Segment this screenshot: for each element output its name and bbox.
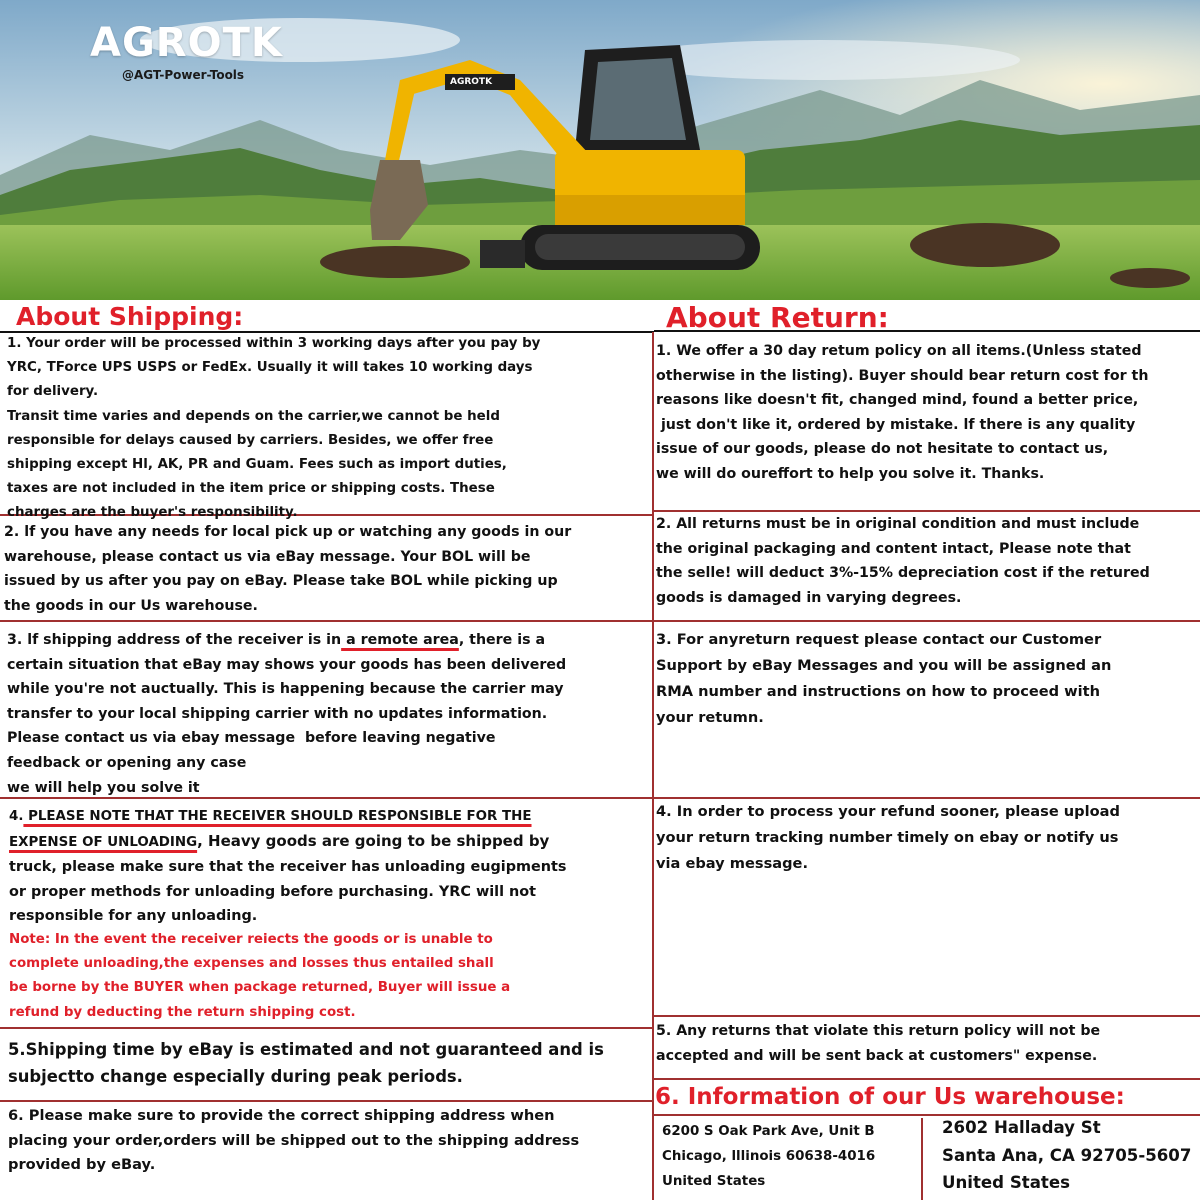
column-divider: [652, 332, 654, 1200]
warehouse-address-santa-ana: 2602 Halladay St Santa Ana, CA 92705-5607 United States: [942, 1118, 1192, 1192]
return-item-2: 2. All returns must be in original condition and must include the original packaging and content intact, Please note that the selle! will deduct 3%-15% depreciation cost if the retured goods is damaged in varying degrees.: [656, 516, 1150, 606]
store-handle: @AGT-Power-Tools: [122, 68, 245, 82]
divider-s5: [0, 1100, 654, 1102]
return-item-3: 3. For anyreturn request please contact our Customer Support by eBay Messages and you will be assigned an RMA number and instructions on how to proceed with your retumn.: [656, 631, 1112, 726]
divider-r5: [654, 1078, 1200, 1080]
machine-brand-label: AGROTK: [450, 77, 493, 87]
remote-area-highlight: a remote area: [341, 632, 459, 648]
warehouse-address-chicago: 6200 S Oak Park Ave, Unit B Chicago, lllinois 60638-4016 United States: [662, 1124, 876, 1189]
shipping-heading: About Shipping:: [16, 302, 244, 331]
unloading-expense-highlight: EXPENSE OF UNLOADING: [9, 835, 198, 851]
return-item-5: 5. Any returns that violate this return policy will not be accepted and will be sent back at customers" expense.: [656, 1023, 1101, 1064]
warehouse-heading: 6. Information of our Us warehouse:: [655, 1084, 1125, 1110]
return-item-4: 4. In order to process your refund sooner, please upload your return tracking number timely on ebay or notify us via ebay message.: [656, 803, 1120, 872]
unloading-notice-highlight: PLEASE NOTE THAT THE RECEIVER SHOULD RESPONSIBLE FOR THE: [23, 809, 532, 824]
return-item-1: 1. We offer a 30 day retum policy on all items.(Unless stated otherwise in the listing). Buyer should bear return cost for th reasons like doesn't fit, changed mind, found a better price, just don't like it, ordered by mistake. lf there is any quality issue of our goods, please do not hesitate to contact us, we will do oureffort to help you solve it. Thanks.: [656, 343, 1149, 482]
address-divider: [921, 1118, 923, 1200]
shipping-item-3: 3. lf shipping address of the receiver is in a remote area, there is a certain situation that eBay may shows your goods has been delivered while you're not auctually. This is happening because the carrier may transfer to your local shipping carrier with no updates information. Please contact us via ebay message before leaving negative feedback or opening any case we will help you solve it: [7, 632, 567, 796]
brand-logo: AGROTK: [90, 20, 283, 66]
divider-r2: [654, 620, 1200, 622]
shipping-item-6: 6. Please make sure to provide the correct shipping address when placing your order,orders will be shipped out to the shipping address provided by eBay.: [8, 1107, 580, 1174]
shipping-item-1: 1. Your order will be processed within 3 working days after you pay by YRC, TForce UPS USPS or FedEx. Usually it will takes 10 working days for delivery. Transit time varies and depends on the carrier,we cannot be held responsible for delays caused by carriers. Besides, we offer free shipping except Hl, AK, PR and Guam. Fees such as import duties, taxes are not included in the item price or shipping costs. These charges are the buyer's responsibility.: [7, 336, 541, 521]
shipping-item-4: 4. PLEASE NOTE THAT THE RECEIVER SHOULD RESPONSIBLE FOR THE EXPENSE OF UNLOADING, Heavy goods are going to be shipped by truck, please make sure that the receiver has unloading eugipments or proper methods for unloading before purchasing. YRC will not responsible for any unloading. Note: In the event the receiver reiects the goods or is unable to complete unloading,the expenses and losses thus entailed shall be borne by the BUYER when package returned, Buyer will issue a refund by deducting the return shipping cost.: [9, 805, 566, 1025]
return-heading: About Return:: [666, 301, 889, 334]
divider-r4: [654, 1015, 1200, 1017]
hero-banner: [0, 0, 1200, 300]
shipping-item-2: 2. lf you have any needs for local pick up or watching any goods in our warehouse, please contact us via eBay message. Your BOL will be issued by us after you pay on eBay. Please take BOL while picking up the goods in our Us warehouse.: [4, 524, 572, 614]
divider-s4: [0, 1027, 654, 1029]
buyer-note: Note: In the event the receiver reiects the goods or is unable to complete unloading,the expenses and losses thus entailed shall be borne by the BUYER when package returned, Buyer will issue a refund by deducting the return shipping cost.: [9, 932, 511, 1020]
divider-s2: [0, 620, 654, 622]
shipping-item-5: 5.Shipping time by eBay is estimated and not guaranteed and is subjectto change especially during peak periods.: [8, 1040, 604, 1086]
